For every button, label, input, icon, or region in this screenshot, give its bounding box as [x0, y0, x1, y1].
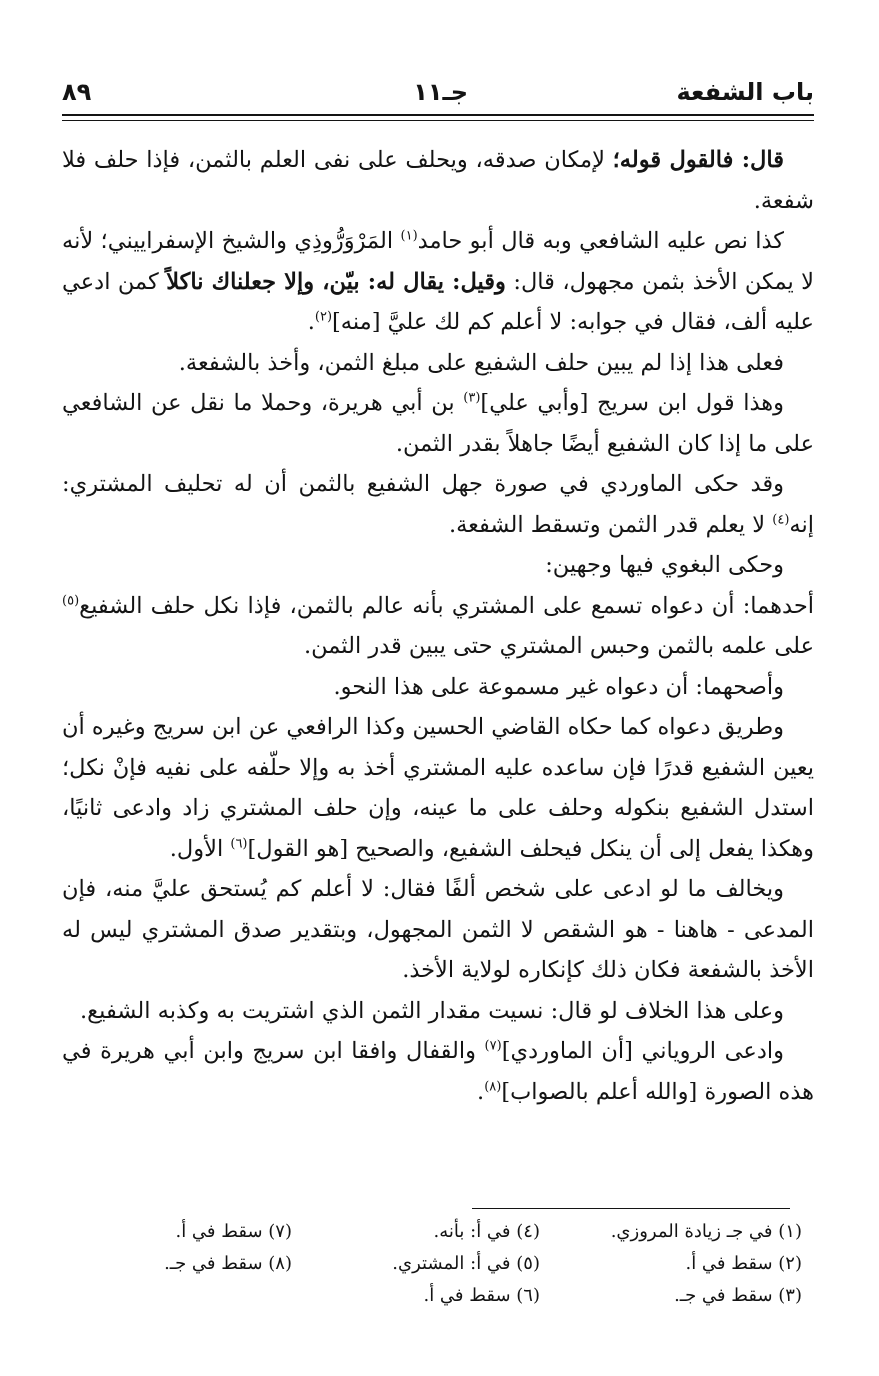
page-number: ٨٩: [62, 78, 92, 106]
footnote-item: [423, 1280, 540, 1312]
paragraph: [62, 667, 814, 708]
text-run: .: [477, 1078, 485, 1105]
footnote-item: [164, 1248, 292, 1280]
text-run: ويخالف ما لو ادعى على شخص ألفًا فقال: لا أعلم كم يُستحق عليَّ منه، فإن المدعى - هاهنا - هو الشقص لا الثمن المجهول، وبتقدير صدق المشتري ليس له الأخذ بالشفعة فكان ذلك كإنكاره لولاية الأخذ.: [62, 876, 814, 983]
footnote-number: (٥): [516, 1253, 540, 1274]
footnote-item: [175, 1216, 292, 1248]
footnote-text: سقط في أ.: [175, 1221, 263, 1242]
main-text: [62, 140, 814, 1112]
text-run: قال: فالقول قوله؛: [612, 147, 784, 173]
text-run: أحدهما: أن دعواه تسمع على المشتري بأنه عالم بالثمن، فإذا نكل حلف الشفيع: [79, 592, 814, 619]
footnote-number: (١): [778, 1221, 802, 1242]
paragraph: [62, 586, 814, 667]
text-run: وأصحهما: أن دعواه غير مسموعة على هذا النحو.: [333, 673, 784, 700]
text-run: وطريق دعواه كما حكاه القاضي الحسين وكذا الرافعي عن ابن سريج وغيره أن يعين الشفيع قدرًا فإن ساعده عليه المشتري أخذ به وإلا حلّفه على نفيه فإنْ نكل؛ استدل الشفيع بنكوله وحلف على ما عينه، وإن حلف المشتري زاد وادعى ثانيًا، وهكذا يفعل إلى أن ينكل فيحلف الشفيع، والصحيح [هو القول]: [62, 714, 814, 862]
text-run: وعلى هذا الخلاف لو قال: نسيت مقدار الثمن الذي اشتريت به وكذبه الشفيع.: [80, 997, 784, 1024]
footnote-ref[interactable]: (٨): [484, 1079, 502, 1094]
text-run: وقيل: يقال له: بيّن، وإلا جعلناك ناكلاً: [166, 268, 506, 295]
footnote-text: في أ: المشتري.: [392, 1253, 511, 1274]
footnote-item: [434, 1216, 540, 1248]
text-run: وحكى البغوي فيها وجهين:: [545, 552, 784, 578]
paragraph: [62, 707, 814, 869]
footnote-number: (٨): [268, 1253, 292, 1274]
text-run: المَرْوَرُّوذِي والشيخ الإسفراييني؛ لأنه لا يمكن الأخذ بثمن مجهول، قال:: [62, 228, 815, 295]
paragraph: [62, 343, 814, 384]
footnote-number: (٢): [778, 1253, 802, 1274]
footnote-number: (٦): [516, 1285, 540, 1306]
footnotes: [62, 1216, 802, 1316]
footnote-ref[interactable]: (٤): [772, 512, 790, 527]
paragraph: [62, 383, 814, 464]
paragraph: [62, 464, 814, 545]
footnote-text: سقط في جـ.: [164, 1253, 263, 1274]
footnote-text: سقط في أ.: [423, 1285, 511, 1306]
text-run: فعلى هذا إذا لم يبين حلف الشفيع على مبلغ الثمن، وأخذ بالشفعة.: [178, 349, 784, 376]
footnote-text: سقط في أ.: [685, 1253, 773, 1274]
footnote-number: (٤): [516, 1221, 540, 1242]
paragraph: [62, 1031, 814, 1112]
footnote-ref[interactable]: (٣): [463, 390, 481, 406]
text-run: .: [307, 309, 315, 335]
footnote-item: [685, 1248, 802, 1280]
paragraph: [62, 869, 814, 991]
footnote-number: (٣): [778, 1285, 802, 1306]
footnote-ref[interactable]: (٢): [314, 309, 333, 325]
footnote-item: [392, 1248, 540, 1280]
text-run: وهذا قول ابن سريج [وأبي علي]: [480, 390, 784, 416]
chapter-title: باب الشفعة: [676, 78, 814, 106]
header-rule: [62, 114, 814, 121]
footnote-number: (٧): [268, 1221, 292, 1242]
paragraph: [62, 221, 814, 343]
text-run: والقفال وافقا ابن سريج وابن أبي هريرة في هذه الصورة [والله أعلم بالصواب]: [62, 1038, 814, 1105]
footnote-ref[interactable]: (٦): [230, 836, 248, 851]
text-run: لإمكان صدقه، ويحلف على نفى العلم بالثمن، فإذا حلف فلا شفعة.: [62, 147, 814, 214]
footnote-ref[interactable]: (٧): [484, 1038, 502, 1054]
paragraph: [62, 545, 814, 586]
footnote-text: في جـ زيادة المروزي.: [610, 1221, 773, 1242]
paragraph: [62, 140, 814, 221]
footnote-ref[interactable]: (٥): [62, 593, 80, 608]
text-run: على علمه بالثمن وحبس المشتري حتى يبين قدر الثمن.: [304, 633, 814, 659]
paragraph: [62, 991, 814, 1032]
running-header: [62, 70, 814, 114]
footnote-ref[interactable]: (١): [400, 228, 418, 244]
text-run: كمن ادعي عليه ألف، فقال في جوابه: لا أعلم كم لك عليَّ [منه]: [62, 268, 814, 335]
footnote-item: [611, 1216, 802, 1248]
footnote-text: في أ: بأنه.: [433, 1221, 511, 1242]
text-run: بن أبي هريرة، وحملا ما نقل عن الشافعي على ما إذا كان الشفيع أيضًا جاهلاً بقدر الثمن.: [62, 390, 814, 457]
text-run: وادعى الروياني [أن الماوردي]: [501, 1038, 784, 1064]
footnote-rule: [472, 1208, 790, 1209]
text-run: كذا نص عليه الشافعي وبه قال أبو حامد: [417, 228, 784, 254]
text-run: الأول.: [169, 835, 231, 862]
text-run: لا يعلم قدر الثمن وتسقط الشفعة.: [448, 511, 773, 538]
footnote-item: [674, 1280, 802, 1312]
footnote-text: سقط في جـ.: [674, 1285, 773, 1306]
volume-number: جـ١١: [413, 78, 468, 106]
text-run: وقد حكى الماوردي في صورة جهل الشفيع بالثمن أن له تحليف المشتري: إنه: [62, 471, 814, 538]
